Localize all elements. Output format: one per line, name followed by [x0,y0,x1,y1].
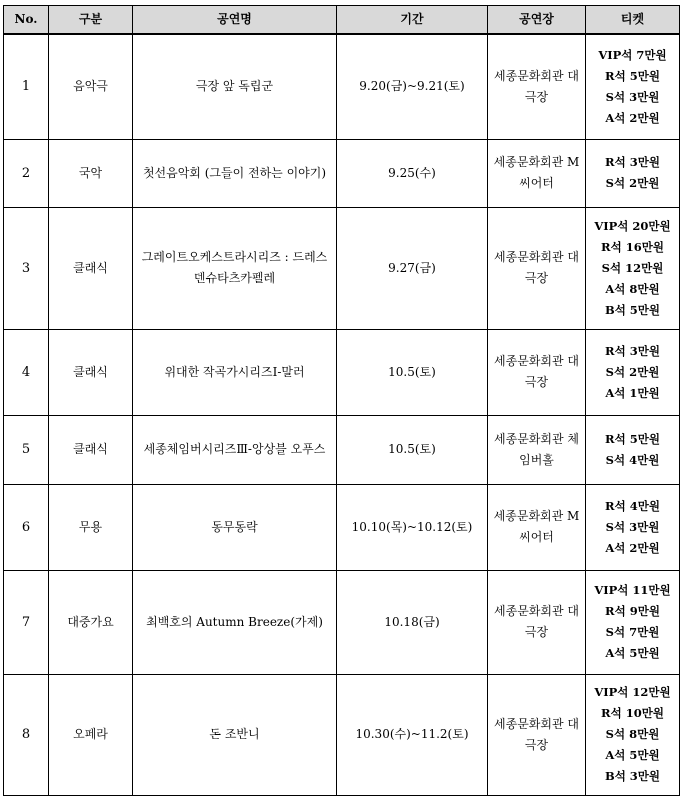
row-category: 오페라 [49,674,133,795]
row-category: 클래식 [49,207,133,329]
ticket-price: R석 3만원 [605,343,660,358]
ticket-price: B석 3만원 [604,769,661,783]
row-title: 돈 조반니 [133,674,337,795]
header-no: No. [4,6,49,35]
row-number: 5 [4,415,49,484]
row-tickets [586,329,680,415]
ticket-price: A석 2만원 [605,110,660,125]
row-tickets [586,34,680,139]
ticket-price: VIP석 12만원 [594,685,671,699]
row-venue: 세종문화회관 M씨어터 [488,139,586,207]
row-period: 10.10(목)~10.12(토) [337,484,488,570]
row-period: 9.20(금)~9.21(토) [337,34,488,139]
row-venue: 세종문화회관 대극장 [488,329,586,415]
row-title: 첫선음악회 (그들이 전하는 이야기) [133,139,337,207]
ticket-price: R석 3만원 [605,155,660,169]
row-period: 10.18(금) [337,570,488,674]
table-row [4,329,680,415]
ticket-price: A석 2만원 [605,540,660,555]
performance-schedule-table [3,5,680,796]
row-venue: 세종문화회관 M씨어터 [488,484,586,570]
row-venue: 세종문화회관 체임버홀 [488,415,586,484]
row-venue: 세종문화회관 대극장 [488,674,586,795]
header-row [4,6,680,35]
row-title: 동무동락 [133,484,337,570]
header-title: 공연명 [133,6,337,35]
table-row [4,34,680,139]
row-number: 4 [4,329,49,415]
ticket-price: VIP석 7만원 [598,47,667,62]
ticket-price: R석 9만원 [605,604,660,618]
ticket-price: R석 5만원 [605,68,660,83]
row-period: 10.5(토) [337,415,488,484]
row-tickets [586,139,680,207]
row-number: 6 [4,484,49,570]
ticket-price: S석 3만원 [605,519,660,534]
table-row [4,570,680,674]
row-category: 대중가요 [49,570,133,674]
row-number: 2 [4,139,49,207]
ticket-price: A석 1만원 [605,385,660,400]
row-tickets [586,674,680,795]
row-period: 10.5(토) [337,329,488,415]
row-tickets [586,484,680,570]
header-category: 구분 [49,6,133,35]
table-row [4,139,680,207]
header-tickets: 티켓 [586,6,680,35]
row-venue: 세종문화회관 대극장 [488,207,586,329]
row-category: 음악극 [49,34,133,139]
row-category: 국악 [49,139,133,207]
ticket-price: R석 10만원 [601,706,664,720]
ticket-price: S석 2만원 [605,364,660,379]
ticket-price: A석 5만원 [605,748,660,762]
row-title: 위대한 작곡가시리즈Ⅰ-말러 [133,329,337,415]
header-venue: 공연장 [488,6,586,35]
row-tickets [586,415,680,484]
table-row [4,207,680,329]
row-period: 9.27(금) [337,207,488,329]
row-category: 무용 [49,484,133,570]
row-title: 극장 앞 독립군 [133,34,337,139]
row-period: 10.30(수)~11.2(토) [337,674,488,795]
ticket-price: VIP석 11만원 [594,583,671,597]
ticket-price: S석 3만원 [605,89,660,104]
header-period: 기간 [337,6,488,35]
ticket-price: S석 7만원 [605,625,660,639]
row-category: 클래식 [49,415,133,484]
ticket-price: VIP석 20만원 [594,218,671,233]
ticket-price: R석 4만원 [605,498,660,513]
row-title: 그레이트오케스트라시리즈 : 드레스덴슈타츠카펠레 [133,207,337,329]
row-venue: 세종문화회관 대극장 [488,34,586,139]
ticket-price: B석 5만원 [604,302,661,317]
row-title: 최백호의 Autumn Breeze(가제) [133,570,337,674]
row-title: 세종체임버시리즈Ⅲ-앙상블 오푸스 [133,415,337,484]
ticket-price: S석 2만원 [605,176,660,190]
ticket-price: S석 8만원 [605,727,660,741]
ticket-price: S석 12만원 [601,260,664,275]
row-tickets [586,570,680,674]
ticket-price: A석 5만원 [605,646,660,660]
ticket-price: R석 5만원 [605,431,660,446]
row-number: 3 [4,207,49,329]
table-row [4,484,680,570]
row-category: 클래식 [49,329,133,415]
table-row [4,674,680,795]
ticket-price: S석 4만원 [605,452,660,467]
row-venue: 세종문화회관 대극장 [488,570,586,674]
table-row [4,415,680,484]
ticket-price: R석 16만원 [601,239,664,254]
row-period: 9.25(수) [337,139,488,207]
row-number: 8 [4,674,49,795]
row-number: 1 [4,34,49,139]
row-number: 7 [4,570,49,674]
ticket-price: A석 8만원 [605,281,660,296]
row-tickets [586,207,680,329]
